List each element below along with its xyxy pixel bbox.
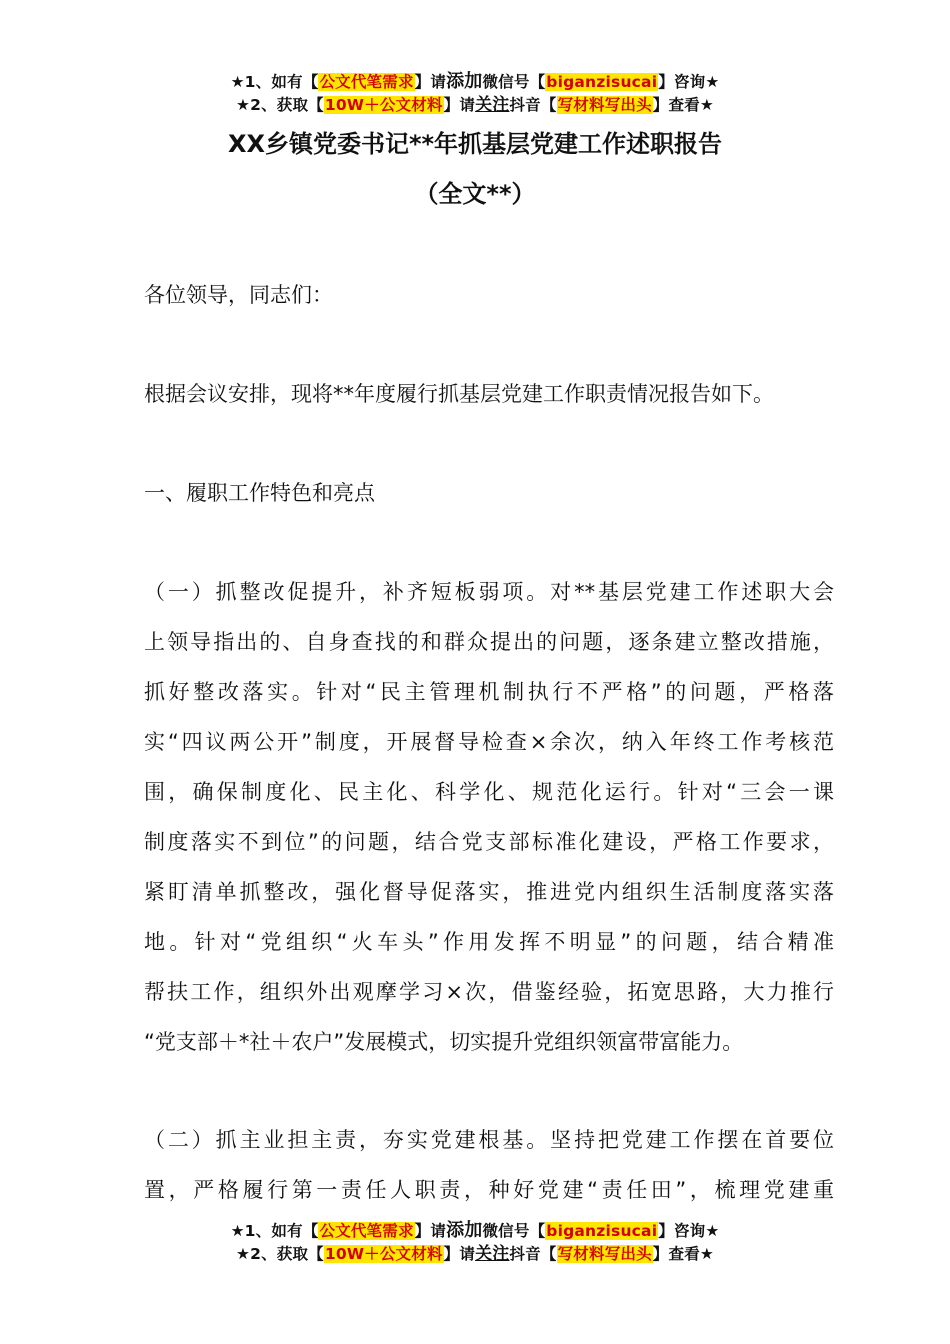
banner-text: 】请 (414, 1222, 447, 1240)
banner-text: 】查看★ (652, 96, 714, 114)
paragraph-2 (144, 1115, 834, 1215)
banner-text: 】请 (443, 1245, 476, 1263)
banner-text: 微信号【 (482, 73, 546, 91)
banner-text: 微信号【 (482, 1222, 546, 1240)
paragraph-line: 上领导指出的、自身查找的和群众提出的问题，逐条建立整改措施， (144, 630, 834, 654)
emphasis-text: 关注 (475, 1244, 510, 1264)
salutation: 各位领导，同志们： (144, 283, 333, 307)
banner-text: 】咨询★ (658, 73, 720, 91)
promo-banner-line-1 (0, 71, 950, 93)
wechat-id-highlight: biganzisucai (546, 73, 658, 91)
paragraph-line: 帮扶工作，组织外出观摩学习×次，借鉴经验，拓宽思路，大力推行 (144, 980, 834, 1004)
paragraph-line: （二）抓主业担主责，夯实党建根基。坚持把党建工作摆在首要位 (144, 1128, 834, 1152)
intro-paragraph: 根据会议安排，现将**年度履行抓基层党建工作职责情况报告如下。 (144, 382, 774, 406)
banner-text: 】请 (414, 73, 447, 91)
promo-banner-footer-line-2 (0, 1243, 950, 1265)
banner-text: ★1、如有【 (230, 73, 319, 91)
banner-text: 抖音【 (509, 96, 557, 114)
paragraph-line: 紧盯清单抓整改，强化督导促落实，推进党内组织生活制度落实落 (144, 880, 834, 904)
highlight-text: 10W＋公文材料 (324, 96, 443, 114)
paragraph-line: 实“四议两公开”制度，开展督导检查×余次，纳入年终工作考核范 (144, 730, 834, 754)
douyin-id-highlight: 写材料写出头 (557, 96, 652, 114)
banner-text: 】请 (443, 96, 476, 114)
emphasis-text: 添加 (446, 1220, 483, 1241)
banner-text: 抖音【 (509, 1245, 557, 1263)
emphasis-text: 关注 (475, 95, 510, 115)
highlight-text: 公文代笔需求 (319, 73, 414, 91)
banner-text: ★2、获取【 (236, 96, 324, 114)
document-title: XX乡镇党委书记**年抓基层党建工作述职报告 (227, 130, 723, 158)
banner-text: ★1、如有【 (230, 1222, 319, 1240)
highlight-text: 公文代笔需求 (319, 1222, 414, 1240)
banner-text: 】查看★ (652, 1245, 714, 1263)
promo-banner-line-2 (0, 94, 950, 116)
wechat-id-highlight: biganzisucai (546, 1222, 658, 1240)
promo-banner-footer-line-1 (0, 1220, 950, 1242)
section-heading: 一、履职工作特色和亮点 (144, 481, 375, 505)
paragraph-1 (144, 567, 834, 1067)
paragraph-line: 置，严格履行第一责任人职责，种好党建“责任田”，梳理党建重 (144, 1178, 834, 1202)
highlight-text: 10W＋公文材料 (324, 1245, 443, 1263)
document-subtitle: （全文**） (414, 180, 536, 208)
douyin-id-highlight: 写材料写出头 (557, 1245, 652, 1263)
paragraph-line: 制度落实不到位”的问题，结合党支部标准化建设，严格工作要求， (144, 830, 834, 854)
banner-text: 】咨询★ (658, 1222, 720, 1240)
paragraph-line: 地。针对“党组织“火车头”作用发挥不明显”的问题，结合精准 (144, 930, 834, 954)
banner-text: ★2、获取【 (236, 1245, 324, 1263)
paragraph-line: （一）抓整改促提升，补齐短板弱项。对**基层党建工作述职大会 (144, 580, 834, 604)
paragraph-line: “党支部＋*社＋农户”发展模式，切实提升党组织领富带富能力。 (144, 1030, 744, 1054)
emphasis-text: 添加 (446, 71, 483, 92)
paragraph-line: 围，确保制度化、民主化、科学化、规范化运行。针对“三会一课 (144, 780, 834, 804)
paragraph-line: 抓好整改落实。针对“民主管理机制执行不严格”的问题，严格落 (144, 680, 834, 704)
